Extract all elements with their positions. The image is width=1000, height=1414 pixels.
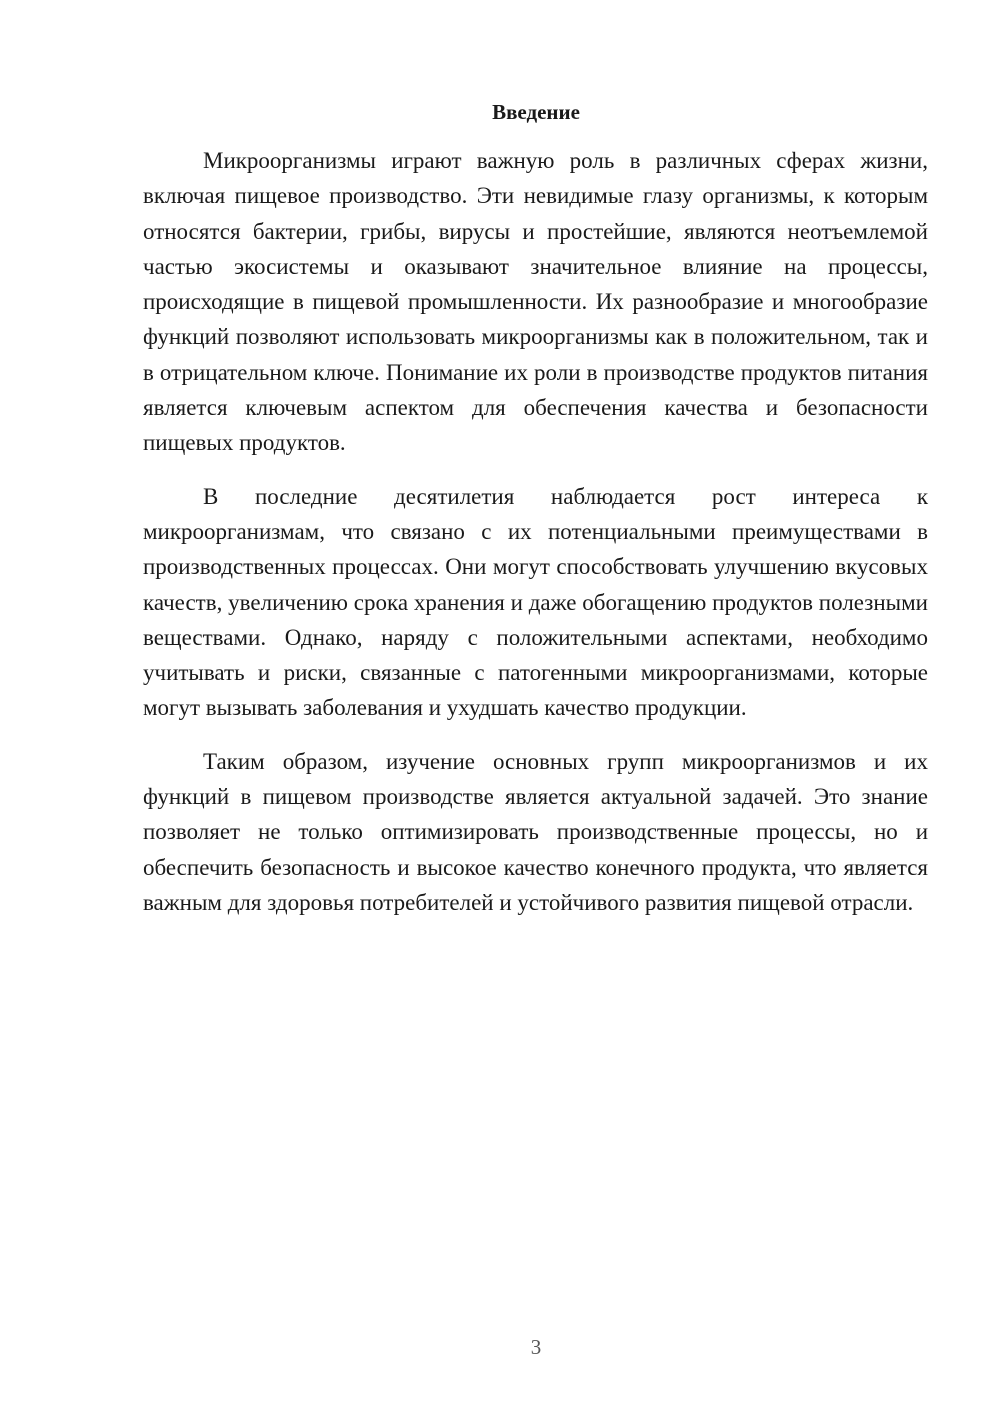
paragraph-2: В последние десятилетия наблюдается рост интереса к микроорганизмам, что связано с их потенциальными преимуществами в производственных процессах. Они могут способствовать улучшению вкусовых качеств, увеличению срока хранения и даже обогащению продуктов полезными веществами. Однако, наряду с положительными аспектами, необходимо учитывать и риски, связанные с патогенными микроорганизмами, которые могут вызывать заболевания и ухудшать качество продукции. <box>143 483 928 721</box>
section-heading: Введение <box>492 100 580 124</box>
page-number: 3 <box>530 1335 542 1359</box>
paragraph-1: Микроорганизмы играют важную роль в различных сферах жизни, включая пищевое производство. Эти невидимые глазу организмы, к которым относятся бактерии, грибы, вирусы и простейшие, являются неотъемлемой частью экосистемы и оказывают значительное влияние на процессы, происходящие в пищевой промышленности. Их разнообразие и многообразие функций позволяют использовать микроорганизмы как в положительном, так и в отрицательном ключе. Понимание их роли в производстве продуктов питания является ключевым аспектом для обеспечения качества и безопасности пищевых продуктов. <box>143 148 928 456</box>
paragraph-3: Таким образом, изучение основных групп микроорганизмов и их функций в пищевом производстве является актуальной задачей. Это знание позволяет не только оптимизировать производственные процессы, но и обеспечить безопасность и высокое качество конечного продукта, что является важным для здоровья потребителей и устойчивого развития пищевой отрасли. <box>143 748 928 915</box>
body-text <box>143 143 928 938</box>
